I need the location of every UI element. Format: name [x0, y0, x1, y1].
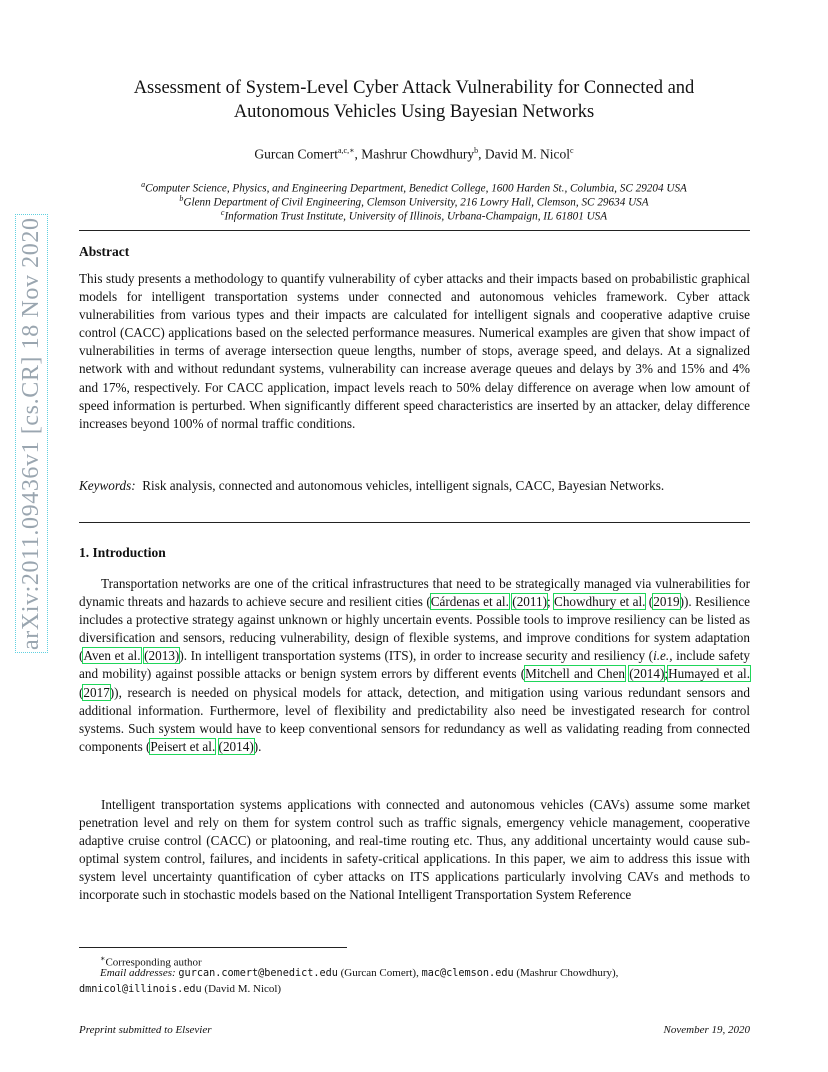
email-link[interactable]: mac@clemson.edu [421, 968, 514, 979]
footnote-rule [79, 947, 347, 948]
citation-link[interactable]: Chowdhury et al. [554, 594, 646, 610]
citation-link[interactable]: (2014) [218, 738, 254, 754]
p1-text-1: Transportation networks are one of the critical infrastructures that need to be strategically managed via vulnerabilities for dynamic threats and hazards to achieve secure and resilient cities ( [79, 576, 750, 610]
affiliation-c-text: Information Trust Institute, University of Illinois, Urbana-Champaign, IL 61801 USA [224, 210, 608, 223]
footer-left: Preprint submitted to Elsevier [79, 1024, 212, 1036]
arxiv-stamp[interactable]: arXiv:2011.09436v1 [cs.CR] 18 Nov 2020 [18, 217, 44, 650]
citation-link[interactable]: Peisert et al. [150, 738, 216, 754]
top-rule [79, 230, 750, 231]
citation-link[interactable]: Mitchell and Chen [525, 666, 626, 682]
affiliation-b-text: Glenn Department of Civil Engineering, Clemson University, 216 Lowry Hall, Clemson, SC 29634 USA [183, 196, 649, 209]
p1-ie: i.e. [653, 648, 670, 664]
email-label: Email addresses: [100, 967, 176, 979]
email-link[interactable]: gurcan.comert@benedict.edu [178, 968, 338, 979]
author-2-sup: b [474, 146, 479, 155]
intro-paragraph-1 [79, 575, 750, 756]
author-3-sup: c [570, 146, 574, 155]
author-2: Mashrur Chowdhury [361, 146, 475, 162]
keywords-label: Keywords: [79, 478, 136, 493]
citation-link[interactable]: 2017 [83, 684, 110, 700]
citation-link[interactable]: Cárdenas et al. [430, 594, 509, 610]
author-list: Gurcan Comert$^{a,c,∗}$, Mashrur Chowdhury$^b$, David M. Nicol$^c$ [254, 146, 574, 162]
footer-date: November 19, 2020 [663, 1024, 750, 1036]
p1-text-4: ( [645, 594, 654, 610]
footnote-emails-cont [79, 982, 759, 997]
p1-text-8: , include safety and mobility) against possible attacks or benign system errors by different events ( [79, 648, 750, 682]
email-link[interactable]: dmnicol@illinois.edu [79, 984, 202, 995]
email-owner: (Mashrur Chowdhury), [516, 967, 619, 979]
p1-text-11: ( [79, 684, 84, 700]
author-1: Gurcan Comert [254, 146, 338, 162]
citation-link[interactable]: 2019 [653, 594, 680, 610]
citation-link[interactable]: Humayed et al. [668, 666, 751, 682]
p1-text-10: ; [664, 666, 669, 682]
p1-text-3: ; [546, 594, 555, 610]
email-owner: (David M. Nicol) [204, 983, 282, 995]
author-3: David M. Nicol [484, 146, 571, 162]
p1-text-5: )). Resilience includes a protective strategy against unknown or highly uncertain events. Possible tools to improve resiliency can be listed as diversification and sensors, reducing vulnerability, design of flexible systems, and improve conditions for system adaptation ( [79, 594, 750, 664]
affiliation-a-text: Computer Science, Physics, and Engineering Department, Benedict College, 1600 Harden St., Columbia, SC 29204 USA [145, 182, 687, 195]
abstract-text: This study presents a methodology to quantify vulnerability of cyber attacks and their impacts based on probabilistic graphical models for intelligent transportation systems under connected and autonomous vehicles framework. Cyber attack vulnerabilities from various types and their impacts are calculated for intelligent signals and cooperative adaptive cruise control (CACC) applications based on the selected performance measures. Numerical examples are given that show impact of vulnerabilities in terms of average intersection queue lengths, number of stops, average speed, and delays. At a signalized network with and without redundant systems, vulnerability can increase average queues and delays by 3% and 15% and 4% and 17%, respectively. For CACC application, impact levels reach to 50% delay difference on average when low amount of speed information is perturbed. When significantly different speed characteristics are inserted by an attacker, delay difference increases beyond 100% of normal traffic conditions. [79, 271, 750, 431]
email-owner: (Gurcan Comert), [340, 967, 419, 979]
affiliation-a-mark: a [141, 180, 146, 189]
p1-text-14: ). [253, 738, 262, 754]
intro-paragraph-2: Intelligent transportation systems applications with connected and autonomous vehicles (CAVs) assume some market penetration level and rely on them for system control such as traffic signals, emergency vehicle management, cooperative adaptive cruise control (CACC) or platooning, and real-time routing etc. Thus, any additional uncertainty would cause sub-optimal system control, failures, and incidents in safety-critical applications. In this paper, we aim to address this issue with system level uncertainty quantification of cyber attacks on ITS applications particularly involving CAVs and methods to incorporate such in stochastic models based on the National Intelligent Transportation System Reference [79, 797, 750, 903]
citation-link[interactable]: (2011) [512, 594, 547, 610]
footnote-corresponding-text: Corresponding author [105, 956, 202, 969]
author-1-sup: a,c,∗ [338, 146, 355, 155]
abstract-bottom-rule [79, 522, 750, 523]
affiliation-b-mark: b [179, 194, 184, 203]
abstract-heading: Abstract [79, 244, 130, 259]
citation-link[interactable]: (2013) [144, 648, 180, 664]
paper-title [80, 76, 748, 124]
p1-text-7: ). In intelligent transportation systems (ITS), in order to increase security and resiliency ( [179, 648, 654, 664]
section-heading-introduction: 1. Introduction [79, 545, 166, 560]
keywords-text: Risk analysis, connected and autonomous vehicles, intelligent signals, CACC, Bayesian Networks. [142, 478, 665, 493]
affiliation-c-mark: c [220, 208, 225, 217]
title-line-2: Autonomous Vehicles Using Bayesian Networks [233, 102, 595, 122]
p1-text-12: )), research is needed on physical models for attack, detection, and mitigation using various redundant sensors and additional information. Furthermore, level of flexibility and predictability also need be investigated research for control systems. Such system would have to keep conventional sensors for redundancy as well as validating reading from connected components ( [79, 684, 750, 754]
keywords [79, 477, 750, 495]
affiliation-c [60, 206, 768, 224]
citation-link[interactable]: (2014) [629, 666, 665, 682]
citation-link[interactable]: Aven et al. [83, 648, 141, 664]
footnote-mark: ∗ [100, 954, 106, 963]
title-line-1: Assessment of System-Level Cyber Attack Vulnerability for Connected and [133, 78, 695, 98]
footnote-emails [100, 966, 760, 981]
